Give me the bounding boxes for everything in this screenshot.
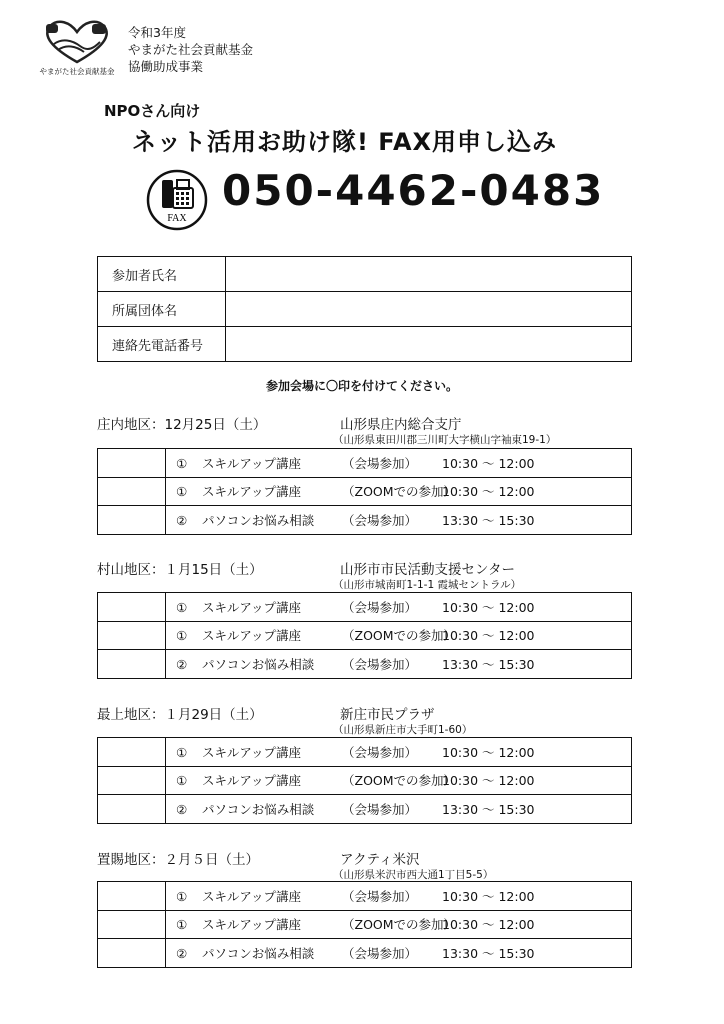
session-row [98,738,632,767]
selection-box[interactable] [98,477,166,506]
session-table [97,448,632,535]
session-mode: （会場参加） [342,801,418,817]
session-row [98,795,632,824]
selection-box[interactable] [98,882,166,911]
section-venue: 山形市市民活動支援センター [340,562,515,578]
form-row [98,257,632,292]
session-mode: （ZOOMでの参加） [342,773,457,789]
selection-box[interactable] [98,795,166,824]
session-mode: （ZOOMでの参加） [342,484,457,500]
fax-icon-label: FAX [167,213,187,224]
form-row [98,292,632,327]
session-mode: （会場参加） [342,656,418,672]
session-table [97,737,632,824]
session-time: 10:30 ～ 12:00 [442,917,535,933]
section-venue: アクティ米沢 [340,852,420,868]
session-num: ② [176,945,188,961]
organization-field[interactable] [226,292,632,327]
section-heading [97,848,420,868]
section-address: （山形県米沢市西大通1丁目5-5） [333,869,494,881]
selection-box[interactable] [98,506,166,535]
participant-form [97,256,632,362]
session-mode: （会場参加） [342,512,418,528]
session-time: 10:30 ～ 12:00 [442,888,535,904]
instruction-text: 参加会場に〇印を付けてください。 [265,379,458,393]
section-heading [97,558,515,578]
section-heading [97,413,462,433]
section-address: （山形市城南町1-1-1 霞城セントラル） [333,579,522,591]
grant-line: やまがた社会貢献基金 [128,42,254,57]
organization-label: 所属団体名 [98,292,226,327]
section-heading [97,703,435,723]
session-title: スキルアップ講座 [202,599,302,615]
section-date: 村山地区：１月15日（土） [97,562,263,578]
selection-box[interactable] [98,738,166,767]
session-row [98,650,632,679]
page-title: ネット活用お助け隊! FAX用申し込み [132,128,558,156]
session-time: 10:30 ～ 12:00 [442,599,535,615]
selection-box[interactable] [98,449,166,478]
fax-icon [145,168,209,232]
npo-label: NPOさん向け [104,102,201,120]
section-address: （山形県新庄市大手町1-60） [333,724,473,736]
session-title: パソコンお悩み相談 [202,512,315,528]
selection-box[interactable] [98,593,166,622]
session-num: ① [176,888,188,904]
session-title: スキルアップ講座 [202,484,302,500]
session-num: ① [176,455,188,471]
session-desc [166,738,632,767]
section-date: 庄内地区：12月25日（土） [97,417,267,433]
section-date: 最上地区：１月29日（土） [97,707,263,723]
section-venue: 新庄市民プラザ [340,707,435,723]
session-row [98,593,632,622]
session-num: ① [176,917,188,933]
session-desc [166,593,632,622]
session-desc [166,650,632,679]
grant-line: 令和3年度 [128,25,186,40]
section-venue: 山形県庄内総合支庁 [340,417,462,433]
session-title: スキルアップ講座 [202,744,302,760]
session-num: ② [176,801,188,817]
participant-name-field[interactable] [226,257,632,292]
session-desc [166,766,632,795]
session-mode: （会場参加） [342,744,418,760]
session-mode: （会場参加） [342,888,418,904]
session-time: 10:30 ～ 12:00 [442,744,535,760]
selection-box[interactable] [98,650,166,679]
session-desc [166,910,632,939]
session-title: パソコンお悩み相談 [202,945,315,961]
session-num: ① [176,773,188,789]
phone-field[interactable] [226,327,632,362]
session-row [98,882,632,911]
session-mode: （ZOOMでの参加） [342,628,457,644]
selection-box[interactable] [98,910,166,939]
session-desc [166,939,632,968]
selection-box[interactable] [98,939,166,968]
session-desc [166,621,632,650]
session-desc [166,477,632,506]
session-title: パソコンお悩み相談 [202,801,315,817]
session-row [98,477,632,506]
grant-line: 協働助成事業 [128,59,204,74]
session-time: 13:30 ～ 15:30 [442,945,535,961]
session-desc [166,449,632,478]
fund-logo [32,18,122,84]
session-title: スキルアップ講座 [202,628,302,644]
session-time: 10:30 ～ 12:00 [442,628,535,644]
section-date: 置賜地区：２月５日（土） [97,852,259,868]
session-row [98,449,632,478]
session-mode: （会場参加） [342,455,418,471]
session-time: 13:30 ～ 15:30 [442,512,535,528]
session-desc [166,882,632,911]
session-table [97,592,632,679]
session-time: 10:30 ～ 12:00 [442,455,535,471]
session-title: パソコンお悩み相談 [202,656,315,672]
session-num: ② [176,512,188,528]
phone-label: 連絡先電話番号 [98,327,226,362]
session-row [98,621,632,650]
section-address: （山形県東田川郡三川町大字横山字袖東19-1） [333,434,557,446]
session-row [98,939,632,968]
form-row [98,327,632,362]
hands-heart-icon [32,18,122,66]
logo-text: やまがた社会貢献基金 [39,67,115,76]
session-desc [166,795,632,824]
session-mode: （会場参加） [342,945,418,961]
session-mode: （会場参加） [342,599,418,615]
session-title: スキルアップ講座 [202,888,302,904]
session-time: 13:30 ～ 15:30 [442,801,535,817]
session-title: スキルアップ講座 [202,455,302,471]
grant-info [128,24,253,75]
session-desc [166,506,632,535]
session-title: スキルアップ講座 [202,917,302,933]
session-num: ① [176,484,188,500]
session-num: ① [176,628,188,644]
participant-name-label: 参加者氏名 [98,257,226,292]
session-num: ① [176,744,188,760]
session-time: 10:30 ～ 12:00 [442,773,535,789]
session-row [98,766,632,795]
fax-number: 050-4462-0483 [222,166,605,215]
session-num: ① [176,599,188,615]
session-table [97,881,632,968]
session-time: 13:30 ～ 15:30 [442,656,535,672]
session-num: ② [176,656,188,672]
session-row [98,910,632,939]
session-mode: （ZOOMでの参加） [342,917,457,933]
selection-box[interactable] [98,766,166,795]
session-time: 10:30 ～ 12:00 [442,484,535,500]
session-title: スキルアップ講座 [202,773,302,789]
selection-box[interactable] [98,621,166,650]
session-row [98,506,632,535]
